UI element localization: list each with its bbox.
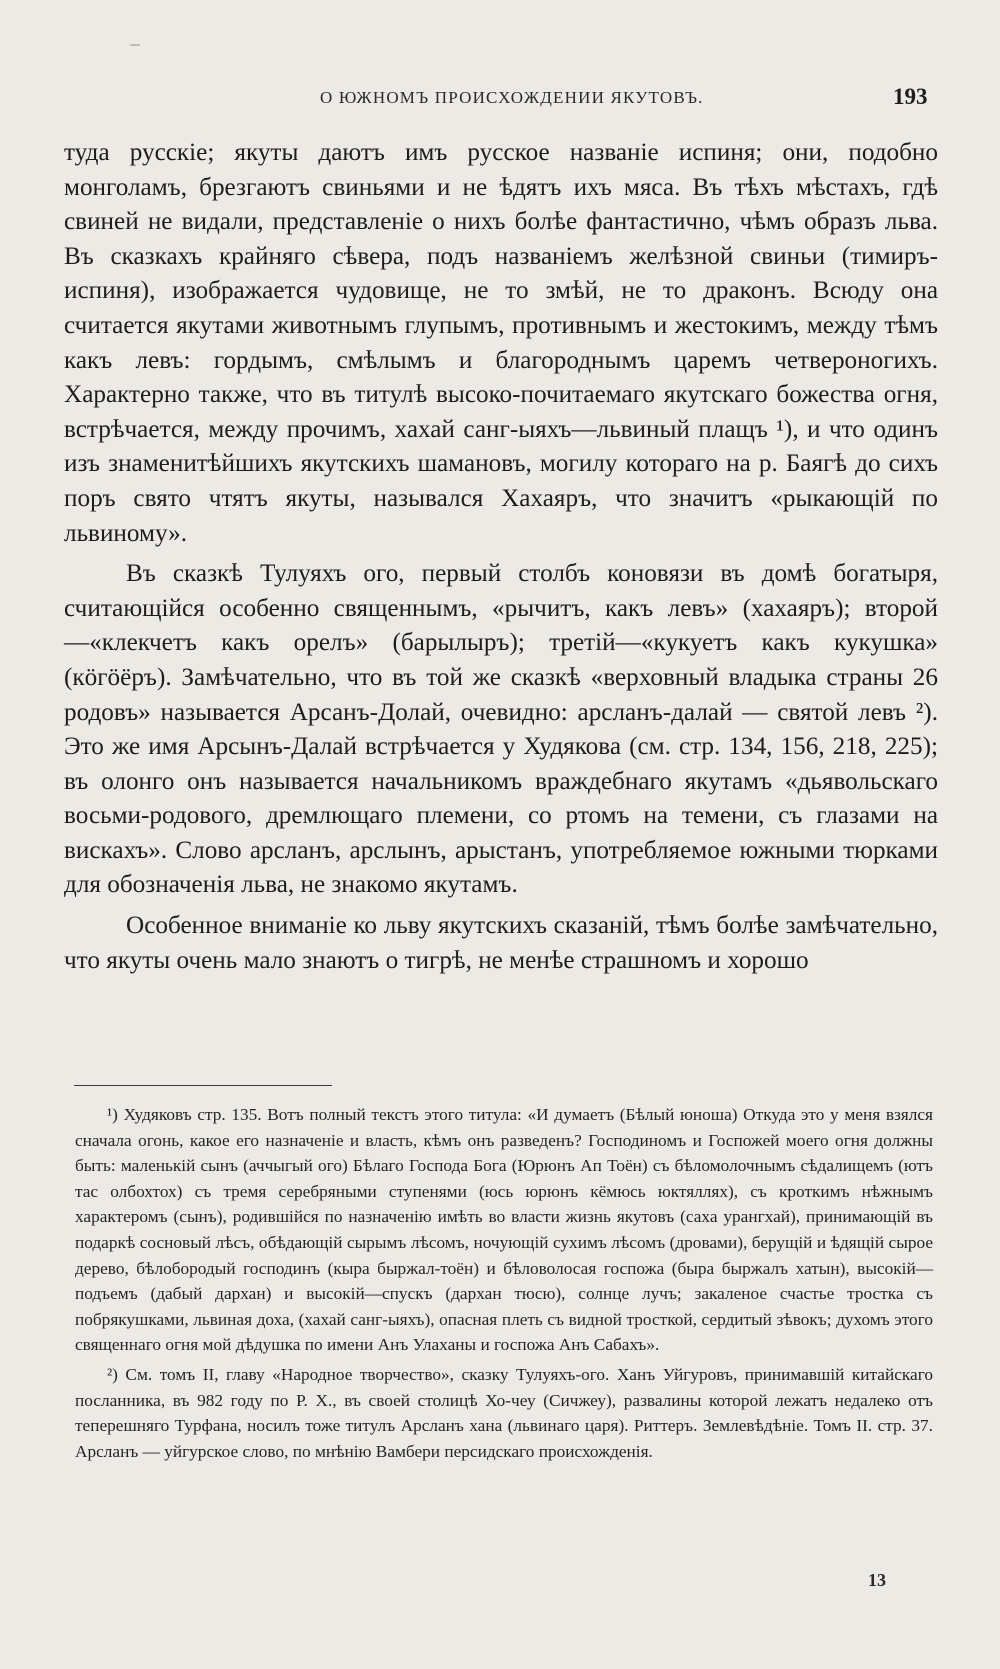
page-number: 193	[893, 84, 928, 109]
paragraph-2: Въ сказкѣ Тулуяхъ ого, первый столбъ коновязи въ домѣ богатыря, считающійся особенно священнымъ, «рычитъ, какъ левъ» (хахаяръ); второй—«клекчетъ какъ орелъ» (барылыръ); третій—«кукуетъ какъ кукушка» (кӧгӧёръ). Замѣчательно, что въ той же сказкѣ «верховный владыка страны 26 родовъ» называется Арсанъ-Долай, очевидно: арсланъ-далай — святой левъ ²). Это же имя Арсынъ-Далай встрѣчается у Худякова (см. стр. 134, 156, 218, 225); въ олонго онъ называется начальникомъ враждебнаго якутамъ «дьявольскаго восьми-родового, дремлющаго племени, со ртомъ на темени, съ глазами на вискахъ». Слово арсланъ, арслынъ, арыстанъ, употребляемое южными тюрками для обозначенія льва, не знакомо якутамъ.	[64, 560, 938, 899]
main-text	[64, 136, 938, 978]
running-head	[0, 86, 1000, 116]
paragraph-3: Особенное вниманіе ко льву якутскихъ сказаній, тѣмъ болѣе замѣчательно, что якуты очень мало знаютъ о тигрѣ, не менѣе страшномъ и хорошо	[64, 912, 938, 974]
footnotes	[75, 1102, 933, 1464]
footnote-rule	[74, 1085, 332, 1086]
footnote-1: ¹) Худяковъ стр. 135. Вотъ полный текстъ этого титула: «И думаетъ (Бѣлый юноша) Откуда это у меня взялся сначала огонь, какое его назначеніе и власть, кѣмъ онъ разведенъ? Господиномъ и Госпожей моего огня должны быть: маленькій сынъ (аччыгый ого) Бѣлаго Господа Бога (Юрюнъ Ап Тоён) съ бѣломолочнымъ сѣдалищемъ (ютъ тас олбохтох) съ тремя серебряными ступенями (юсь юрюнъ кёмюсь юктяллях), съ кроткимъ нѣжнымъ характеромъ (сынъ), родившійся по назначенію имѣть во власти жизнь якутовъ (саха урангхай), принимающій въ подаркѣ сосновый лѣсъ, обѣдающій сырымъ лѣсомъ, ночующій сухимъ лѣсомъ (дровами), берущій и ѣдящій сырое дерево, бѣлобородый господинъ (кыра быржал-тоён) и бѣловолосая госпожа (быра быржалъ хатын), высокій—подъемъ (дабый дархан) и высокій—спускъ (дархан тюсю), солнце лучъ; закаленое счастье тростка съ побрякушками, львиная доха, (хахай санг-ыяхъ), опасная плеть съ видной тросткой, сердитый зѣвокъ; духомъ этого священнаго огня мой дѣдушка по имени Анъ Улаханы и госпожа Анъ Сабахъ».	[75, 1105, 933, 1355]
paragraph-1: туда русскіе; якуты даютъ имъ русское названіе испиня; они, подобно монголамъ, брезгаютъ свиньями и не ѣдятъ ихъ мяса. Въ тѣхъ мѣстахъ, гдѣ свиней не видали, представленіе о нихъ болѣе фантастично, чѣмъ образъ льва. Въ сказкахъ крайняго сѣвера, подъ названіемъ желѣзной свиньи (тимиръ-испиня), изображается чудовище, не то змѣй, не то драконъ. Всюду она считается якутами животнымъ глупымъ, противнымъ и жестокимъ, между тѣмъ какъ левъ: гордымъ, смѣлымъ и благороднымъ царемъ четвероногихъ. Характерно также, что въ титулѣ высоко-почитаемаго якутскаго божества огня, встрѣчается, между прочимъ, хахай санг-ыяхъ—львиный плащъ ¹), и что одинъ изъ знаменитѣйшихъ якутскихъ шамановъ, могилу котораго на р. Баягѣ до сихъ поръ свято чтятъ якуты, назывался Хахаяръ, что значитъ «рыкающій по львиному».	[64, 139, 938, 547]
print-smudge	[130, 44, 140, 46]
signature-mark: 13	[868, 1570, 886, 1590]
running-title: О ЮЖНОМЪ ПРОИСХОЖДЕНИИ ЯКУТОВЪ.	[320, 88, 704, 107]
footnote-2: ²) См. томъ II, главу «Народное творчество», сказку Тулуяхъ-ого. Ханъ Уйгуровъ, принимавшій китайскаго посланника, въ 982 году по Р. Х., въ своей столицѣ Хо-чеу (Сичжеу), развалины которой лежатъ недалеко отъ теперешняго Турфана, носилъ тоже титулъ Арсланъ хана (львинаго царя). Риттеръ. Землевѣдѣніе. Томъ II. стр. 37. Арсланъ — уйгурское слово, по мнѣнію Вамбери персидскаго происхожденія.	[75, 1364, 933, 1461]
